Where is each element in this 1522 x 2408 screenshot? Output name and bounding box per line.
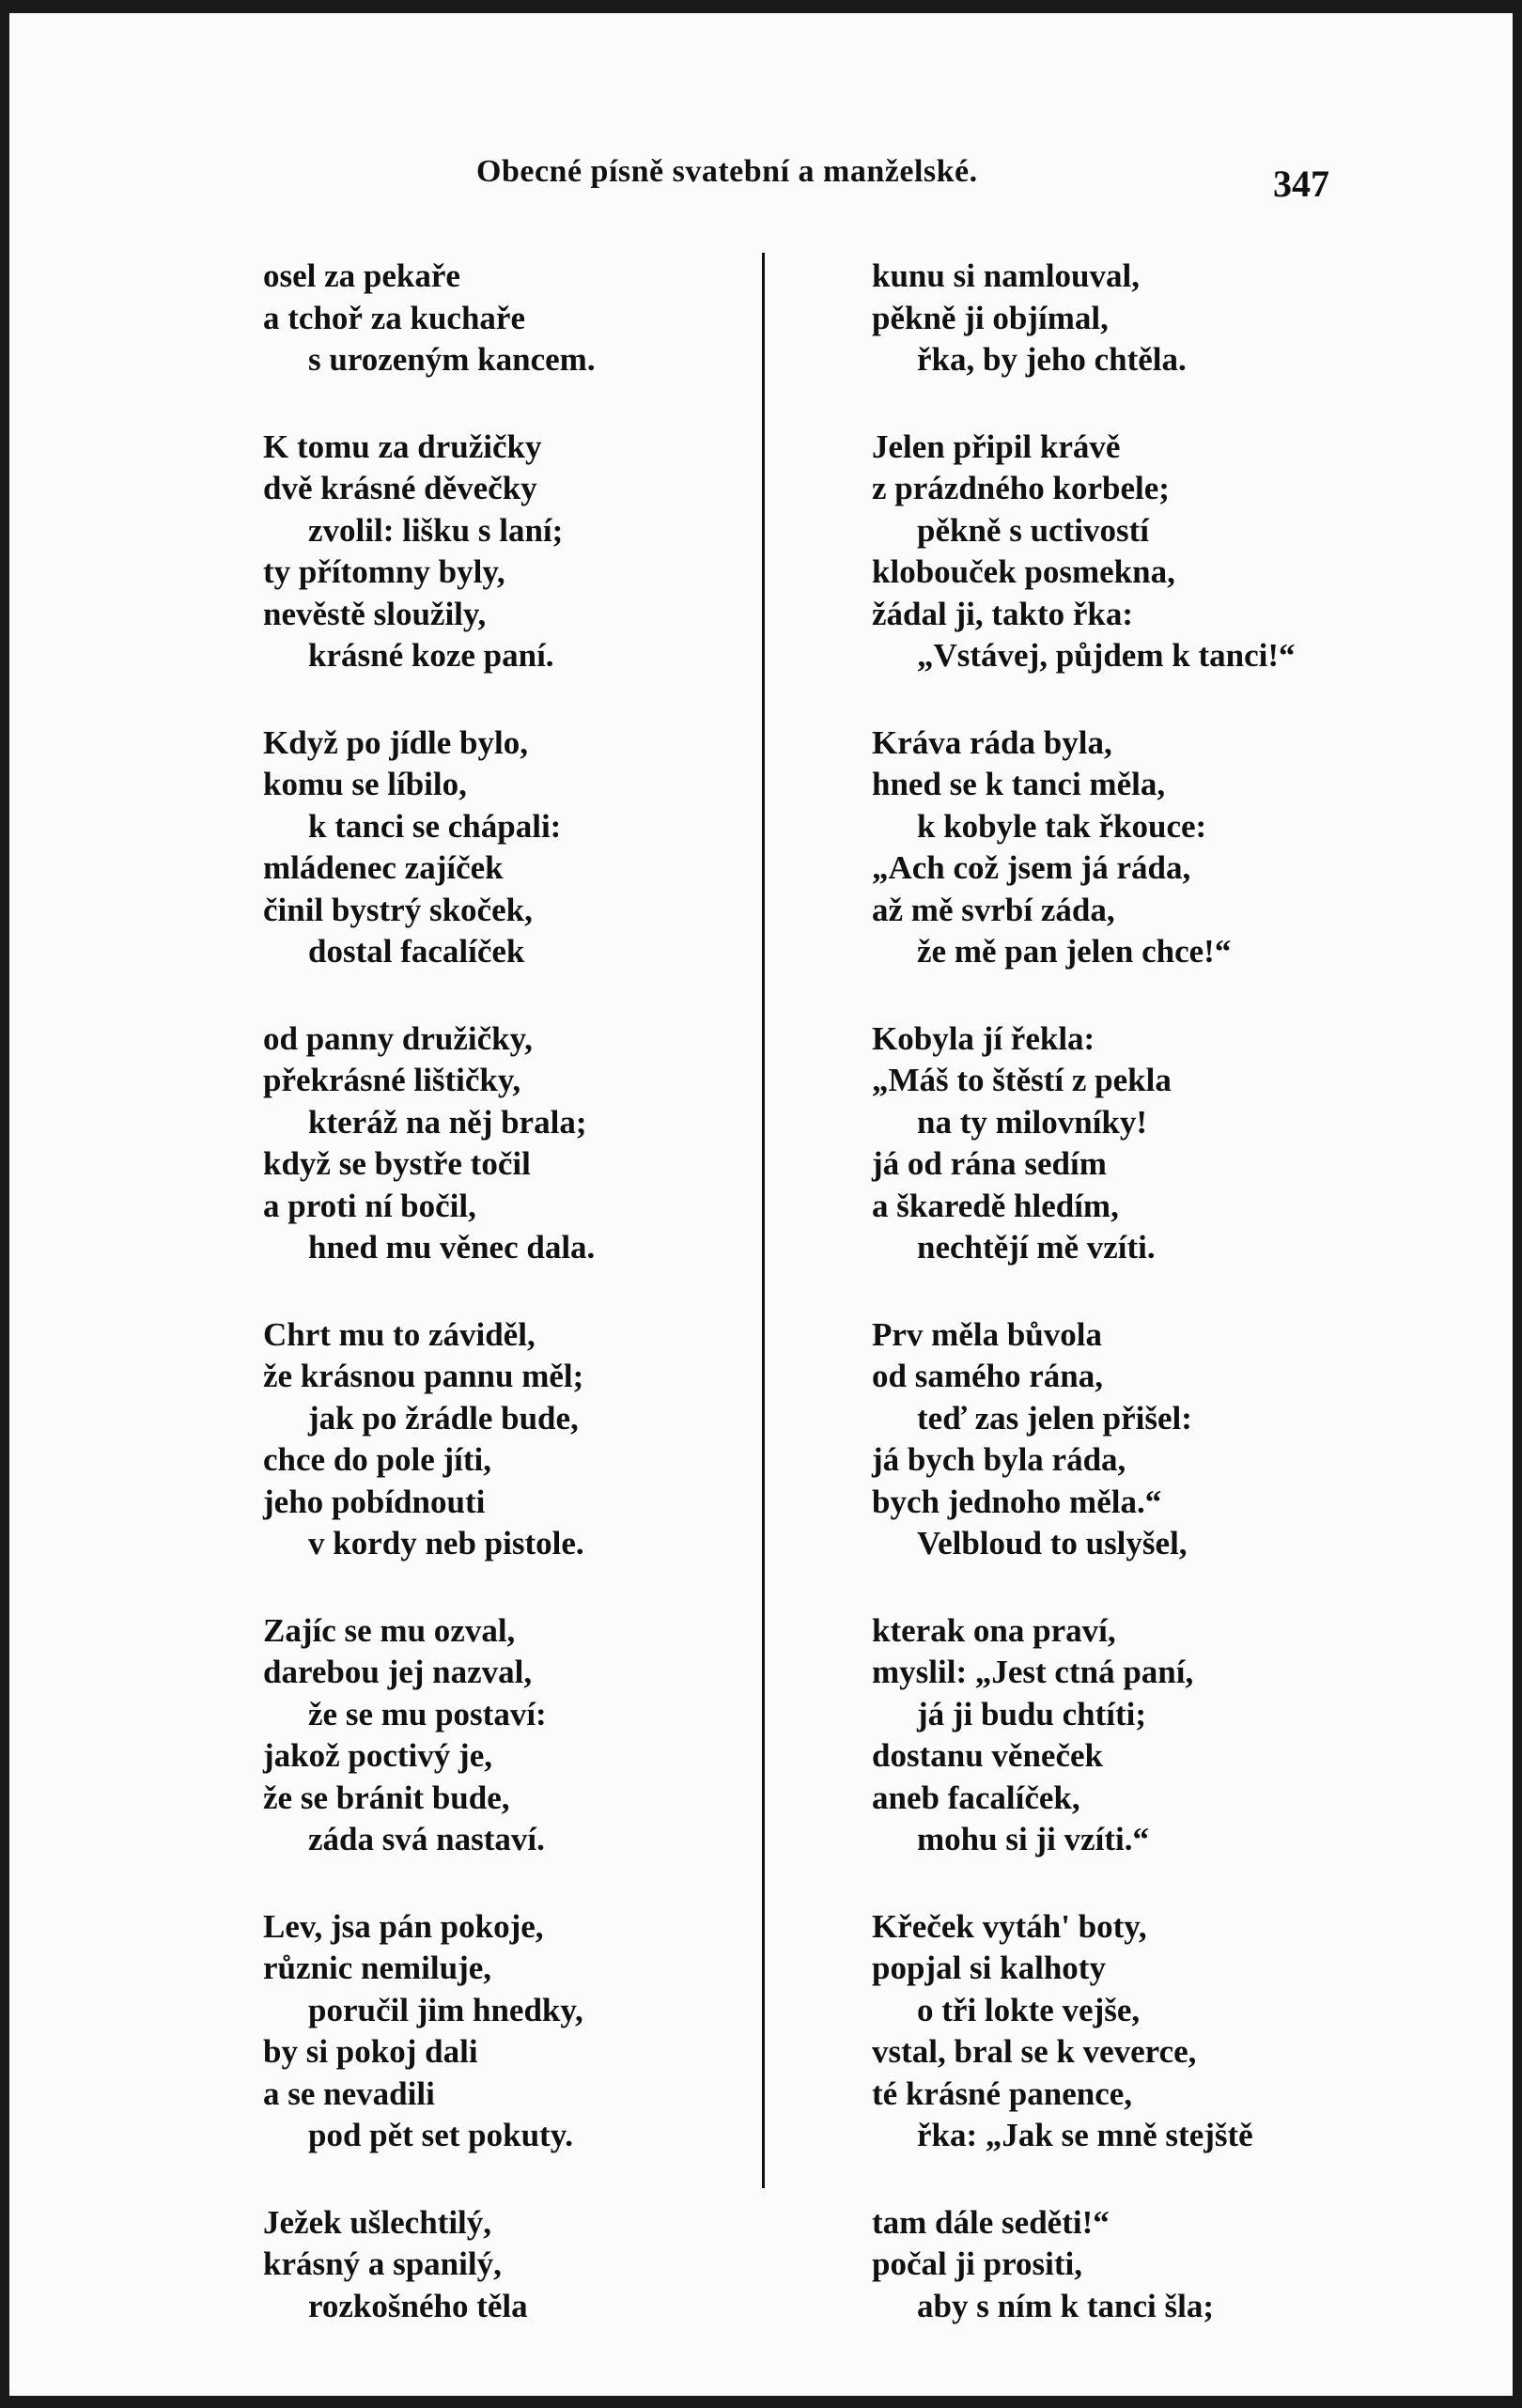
verse-line: a tchoř za kuchaře (263, 299, 525, 336)
verse-line: pěkně s uctivostí (917, 511, 1149, 549)
stanza (263, 1018, 864, 1269)
verse-line: klobouček posmekna, (872, 553, 1175, 590)
verse-line: myslil: „Jest ctná paní, (872, 1654, 1194, 1690)
stanza (872, 427, 1473, 677)
stanza (872, 2202, 1473, 2328)
verse-line: aby s ním k tanci šla; (917, 2287, 1215, 2324)
verse-line: Kobyla jí řekla: (872, 1019, 1095, 1057)
verse-line: rozkošného těla (308, 2287, 528, 2324)
running-header: Obecné písně svatební a manželské. (476, 154, 978, 189)
verse-line: řka, by jeho chtěla. (917, 341, 1187, 378)
verse-line: k tanci se chápali: (308, 807, 562, 845)
verse-line: Křeček vytáh' boty, (872, 1907, 1147, 1945)
verse-line: kterak ona praví, (872, 1611, 1116, 1649)
verse-line: jeho pobídnouti (263, 1483, 486, 1520)
stanza (263, 1906, 864, 2157)
verse-line: kteráž na něj brala; (308, 1103, 587, 1141)
verse-line: z prázdného korbele; (872, 470, 1170, 506)
stanza (263, 1610, 864, 1861)
verse-line: bych jednoho měla.“ (872, 1483, 1162, 1520)
verse-line: chce do pole jíti, (263, 1441, 492, 1478)
verse-line: překrásné lištičky, (263, 1062, 521, 1098)
verse-line: zvolil: lišku s laní; (308, 511, 564, 549)
verse-line: v kordy neb pistole. (308, 1525, 584, 1561)
verse-line: k kobyle tak řkouce: (917, 807, 1207, 845)
verse-line: poručil jim hnedky, (308, 1991, 583, 2028)
verse-line: tam dále seděti!“ (872, 2203, 1110, 2241)
stanza (872, 722, 1473, 973)
page-number: 347 (1273, 163, 1329, 205)
verse-line: Když po jídle bylo, (263, 723, 528, 761)
verse-line: Lev, jsa pán pokoje, (263, 1907, 544, 1945)
verse-line: řka: „Jak se mně stejště (917, 2117, 1253, 2153)
verse-line: „Ach což jsem já ráda, (872, 849, 1191, 886)
verse-line: by si pokoj dali (263, 2033, 478, 2070)
verse-line: že mě pan jelen chce!“ (917, 933, 1232, 970)
stanza (872, 1906, 1473, 2157)
verse-line: „Vstávej, půjdem k tanci!“ (917, 637, 1296, 674)
verse-line: počal ji prositi, (872, 2245, 1082, 2282)
verse-line: „Máš to štěstí z pekla (872, 1062, 1172, 1098)
verse-line: darebou jej nazval, (263, 1654, 533, 1690)
verse-line: dostal facalíček (308, 933, 525, 970)
stanza (263, 256, 864, 381)
verse-line: a škaredě hledím, (872, 1187, 1119, 1224)
verse-line: nechtějí mě vzíti. (917, 1229, 1156, 1266)
stanza (263, 427, 864, 677)
stanza (263, 2202, 864, 2328)
verse-line: s urozeným kancem. (308, 341, 596, 378)
verse-line: nevěstě sloužily, (263, 595, 487, 632)
verse-line: Ježek ušlechtilý, (263, 2203, 492, 2241)
verse-line: Velbloud to uslyšel, (917, 1525, 1188, 1561)
verse-line: až mě svrbí záda, (872, 891, 1115, 928)
stanza (872, 1610, 1473, 1861)
verse-line: že se bránit bude, (263, 1779, 510, 1816)
verse-line: různic nemiluje, (263, 1950, 492, 1986)
verse-line: kunu si namlouval, (872, 257, 1140, 294)
verse-line: že se mu postaví: (308, 1695, 547, 1732)
verse-line: pěkně ji objímal, (872, 299, 1109, 336)
verse-line: Zajíc se mu ozval, (263, 1611, 516, 1649)
verse-line: Jelen připil krávě (872, 427, 1121, 465)
verse-line: žádal ji, takto řka: (872, 595, 1134, 632)
verse-line: záda svá nastaví. (308, 1821, 545, 1857)
verse-line: K tomu za družičky (263, 427, 542, 465)
verse-line: od panny družičky, (263, 1019, 533, 1057)
stanza (872, 1018, 1473, 1269)
verse-line: pod pět set pokuty. (308, 2117, 574, 2153)
verse-line: mládenec zajíček (263, 849, 504, 886)
verse-line: krásné koze paní. (308, 637, 554, 674)
verse-line: jak po žrádle bude, (308, 1399, 579, 1437)
verse-line: Chrt mu to záviděl, (263, 1315, 536, 1353)
verse-line: Kráva ráda byla, (872, 723, 1112, 761)
verse-line: já od rána sedím (872, 1145, 1107, 1182)
verse-line: od samého rána, (872, 1358, 1103, 1394)
verse-line: krásný a spanilý, (263, 2245, 502, 2282)
verse-line: o tři lokte vejše, (917, 1991, 1141, 2028)
verse-line: mohu si ji vzíti.“ (917, 1821, 1149, 1857)
verse-line: osel za pekaře (263, 257, 460, 294)
verse-line: já bych byla ráda, (872, 1441, 1126, 1478)
verse-line: já ji budu chtíti; (917, 1695, 1147, 1732)
verse-line: Prv měla bůvola (872, 1315, 1102, 1353)
right-column (872, 256, 1473, 2372)
verse-line: popjal si kalhoty (872, 1950, 1106, 1986)
book-page (9, 13, 1513, 2396)
stanza (872, 1314, 1473, 1565)
verse-line: aneb facalíček, (872, 1779, 1080, 1816)
stanza (263, 722, 864, 973)
verse-line: hned mu věnec dala. (308, 1229, 596, 1266)
verse-line: když se bystře točil (263, 1145, 531, 1182)
verse-line: vstal, bral se k veverce, (872, 2033, 1197, 2070)
verse-line: té krásné panence, (872, 2074, 1133, 2112)
verse-line: teď zas jelen přišel: (917, 1399, 1192, 1437)
stanza (872, 256, 1473, 381)
verse-line: dvě krásné děvečky (263, 470, 537, 506)
stanza (263, 1314, 864, 1565)
verse-line: jakož poctivý je, (263, 1737, 492, 1774)
verse-line: a se nevadili (263, 2074, 435, 2112)
verse-line: a proti ní bočil, (263, 1187, 476, 1224)
verse-line: ty přítomny byly, (263, 553, 505, 590)
verse-line: na ty milovníky! (917, 1103, 1148, 1141)
verse-line: komu se líbilo, (263, 766, 467, 802)
verse-line: že krásnou pannu měl; (263, 1358, 584, 1394)
verse-line: hned se k tanci měla, (872, 766, 1166, 802)
verse-line: dostanu věneček (872, 1737, 1103, 1774)
verse-line: činil bystrý skoček, (263, 891, 533, 928)
left-column (263, 256, 864, 2372)
